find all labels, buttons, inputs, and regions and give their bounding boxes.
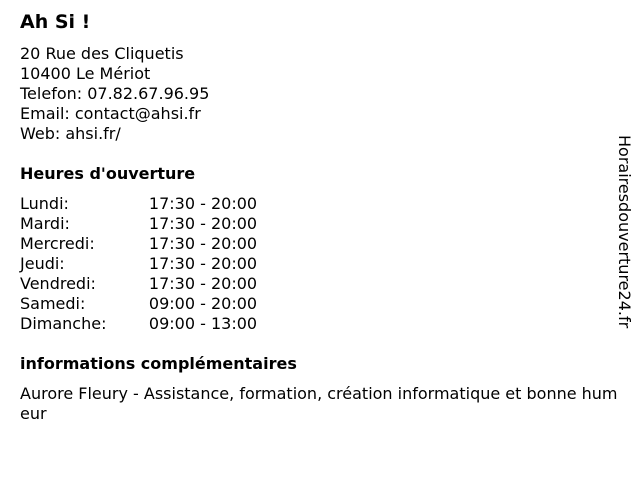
time-range: 09:00 - 20:00 <box>148 294 258 313</box>
website-link[interactable]: Web: ahsi.fr/ <box>20 124 121 143</box>
time-range: 17:30 - 20:00 <box>148 254 258 273</box>
time-range: 17:30 - 20:00 <box>148 194 258 213</box>
site-watermark: Horairesdouverture24.fr <box>615 135 634 329</box>
time-range: 17:30 - 20:00 <box>148 214 258 233</box>
hours-row-wednesday <box>20 234 268 254</box>
address-street: 20 Rue des Cliquetis <box>20 44 184 63</box>
phone-number[interactable]: Telefon: 07.82.67.96.95 <box>20 84 210 103</box>
day-label: Lundi: <box>20 194 69 213</box>
day-label: Vendredi: <box>20 274 96 293</box>
opening-hours-table <box>20 194 268 334</box>
time-range: 17:30 - 20:00 <box>148 274 258 293</box>
contact-block <box>20 44 209 144</box>
day-label: Samedi: <box>20 294 86 313</box>
day-label: Jeudi: <box>20 254 65 273</box>
hours-row-tuesday <box>20 214 268 234</box>
address-city: 10400 Le Mériot <box>20 64 151 83</box>
business-name: Ah Si ! <box>20 11 91 33</box>
hours-row-friday <box>20 274 268 294</box>
hours-row-monday <box>20 194 268 214</box>
day-label: Mercredi: <box>20 234 95 253</box>
opening-hours-heading: Heures d'ouverture <box>20 164 196 183</box>
additional-info-text: Aurore Fleury - Assistance, formation, création informatique et bonne humeur <box>20 384 618 423</box>
additional-info-heading: informations complémentaires <box>20 354 297 373</box>
hours-row-saturday <box>20 294 268 314</box>
time-range: 09:00 - 13:00 <box>148 314 258 333</box>
day-label: Dimanche: <box>20 314 107 333</box>
day-label: Mardi: <box>20 214 70 233</box>
hours-row-sunday <box>20 314 268 334</box>
time-range: 17:30 - 20:00 <box>148 234 258 253</box>
email-address[interactable]: Email: contact@ahsi.fr <box>20 104 201 123</box>
hours-row-thursday <box>20 254 268 274</box>
